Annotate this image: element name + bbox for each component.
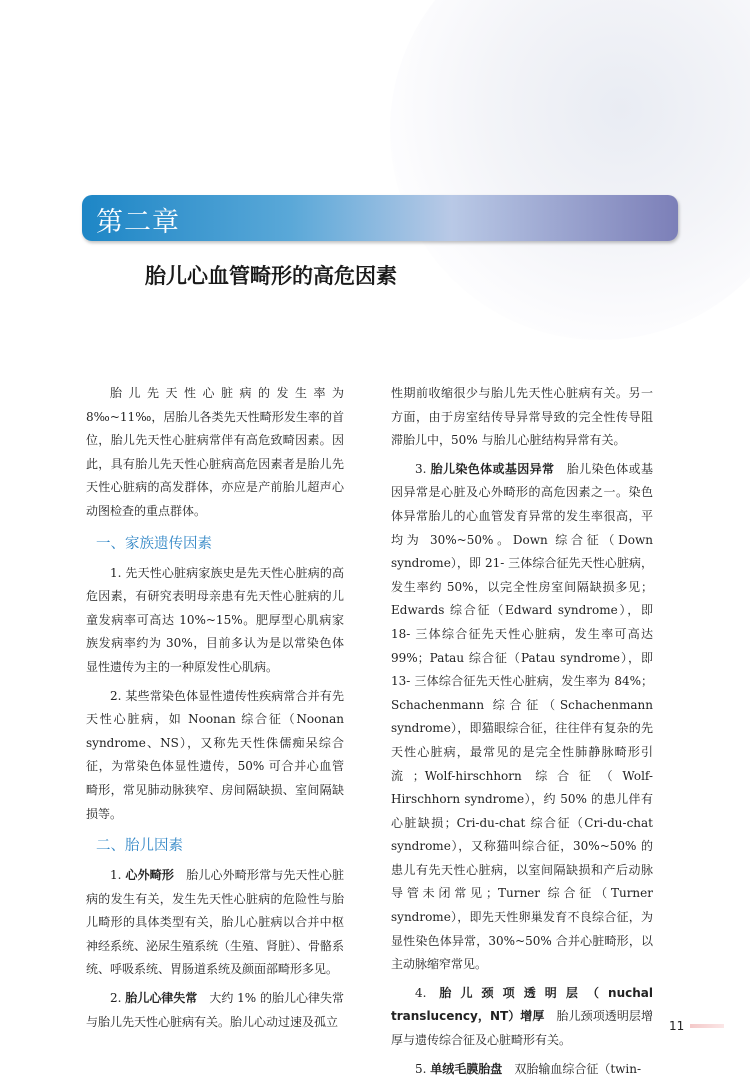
continued-paragraph: 性期前收缩很少与胎儿先天性心脏病有关。另一方面，由于房室结传导异常导致的完全性传导阻滞胎儿中，50% 与胎儿心脏结构异常有关。 [391,386,653,448]
item-title: 单绒毛膜胎盘 [430,1061,503,1076]
paragraph-fetal-4 [391,982,653,1053]
paragraph-fetal-2 [86,987,344,1034]
item-title: 胎儿染色体或基因异常 [430,461,555,476]
right-column [391,382,653,1086]
item-text: 双胎输血综合征（twin- [514,1061,642,1076]
item-number: 5. [415,1061,427,1076]
section-heading-family: 一、家族遗传因素 [96,535,212,552]
item-number: 4. [415,985,427,1000]
item-text: 胎儿心外畸形常与先天性心脏病的发生有关，发生先天性心脏病的危险性与胎儿畸形的具体类型有关，胎儿心脏病以合并中枢神经系统、泌尿生殖系统（生殖、肾脏）、骨骼系统、呼吸系统、胃肠道系统及颜面部畸形多见。 [86,868,345,977]
left-column [86,382,344,1039]
paragraph-fetal-3 [391,458,653,977]
paragraph-fetal-5 [391,1058,653,1082]
item-number: 2. [110,991,122,1006]
item-title: 胎儿心律失常 [125,991,198,1006]
section-heading-fetal: 二、胎儿因素 [96,838,183,855]
item-number: 1. [110,868,122,883]
item-text: 大约 1% 的胎儿心律失常与胎儿先天性心脏病有关。胎儿心动过速及孤立 [86,991,344,1029]
page-number-decoration [690,1024,724,1028]
item-title: 胎儿颈项透明层（nuchal translucency，NT）增厚 [391,985,653,1024]
paragraph-family-1: 1. 先天性心脏病家族史是先天性心脏病的高危因素，有研究表明母亲患有先天性心脏病的儿童发病率可高达 10%~15%。肥厚型心肌病家族发病率约为 30%，目前多认为是以常染色体显性遗传为主的一种原发性心肌病。 [86,565,344,674]
paragraph-fetal-1 [86,864,344,982]
page-number: 11 [669,1019,685,1033]
chapter-label: 第二章 [96,207,180,238]
chapter-banner [82,195,678,241]
decorative-background [390,0,750,340]
paragraph-family-2: 2. 某些常染色体显性遗传性疾病常合并有先天性心脏病，如 Noonan 综合征（Noonan syndrome、NS），又称先天性侏儒痴呆综合征，为常染色体显性遗传，50% 可合并心血管畸形，常见肺动脉狭窄、房间隔缺损、室间隔缺损等。 [86,688,344,821]
item-text: 胎儿颈项透明层增厚与遗传综合征及心脏畸形有关。 [391,1009,653,1048]
chapter-title: 胎儿心血管畸形的高危因素 [145,264,397,288]
item-text: 胎儿染色体或基因异常是心脏及心外畸形的高危因素之一。染色体异常胎儿的心血管发育异常的发生率很高，平均为 30%~50%。Down 综合征（Down syndrome），即 21- 三体综合征先天性心脏病，发生率约 50%，以完全性房室间隔缺损多见；Edwards 综合征（Edward syndrome），即 18- 三体综合征先天性心脏病，发生率可高达 99%；Patau 综合征（Patau syndrome），即 13- 三体综合征先天性心脏病，发生率为 84%；Schachenmann 综合征（Schachenmann syndrome），即猫眼综合征，往往伴有复杂的先天性心脏病，最常见的是完全性肺静脉畸形引流；Wolf-hirschhorn 综合征（Wolf-Hirschhorn syndrome），约 50% 的患儿伴有心脏缺损；Cri-du-chat 综合征（Cri-du-chat syndrome），又称猫叫综合征，30%~50% 的患儿有先天性心脏病，以室间隔缺损和产后动脉导管未闭常见；Turner 综合征（Turner syndrome），即先天性卵巢发育不良综合征，为显性染色体异常，30%~50% 合并心脏畸形，以主动脉缩窄常见。 [391,461,653,972]
intro-paragraph: 胎儿先天性心脏病的发生率为 8‰~11‰，居胎儿各类先天性畸形发生率的首位，胎儿先天性心脏病常伴有高危致畸因素。因此，具有胎儿先天性心脏病高危因素者是胎儿先天性心脏病的高发群体，亦应是产前胎儿超声心动图检查的重点群体。 [86,386,344,518]
item-title: 心外畸形 [125,868,175,883]
item-number: 3. [415,461,427,476]
